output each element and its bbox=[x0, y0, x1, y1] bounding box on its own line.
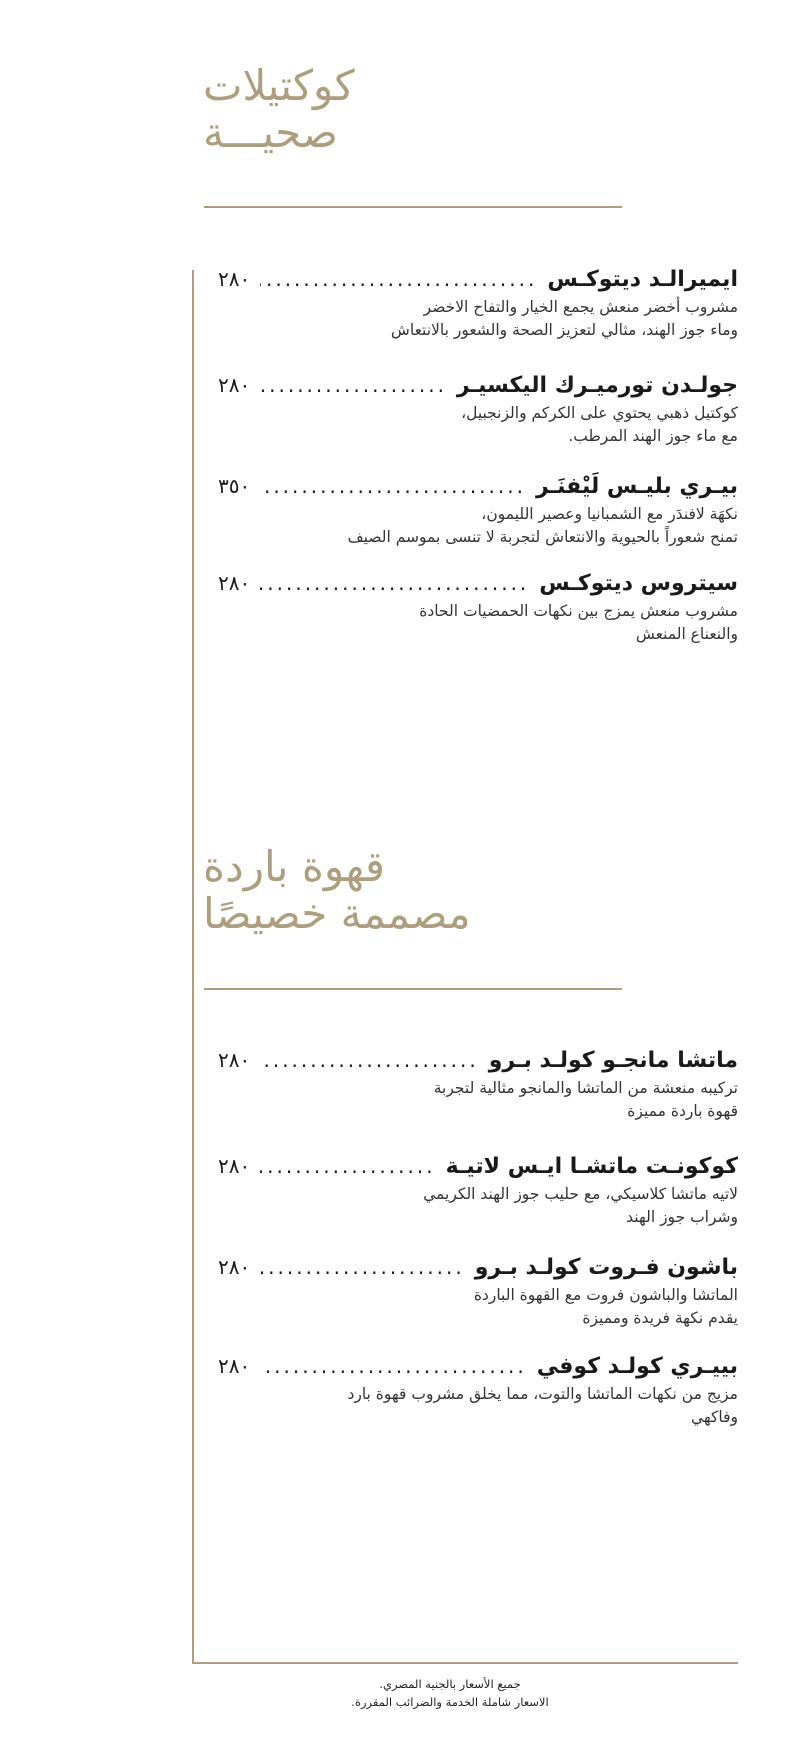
menu-item-description: الماتشا والباشون فروت مع القهوة الباردة يقدم نكهة فريدة ومميزة bbox=[473, 1286, 738, 1327]
menu-item-name: بييـري كولـد كوفي bbox=[536, 1354, 738, 1379]
menu-item-description: تركيبه منعشة من الماتشا والمانجو مثالية لتجربة قهوة باردة مميزة bbox=[433, 1079, 738, 1120]
menu-item bbox=[218, 471, 738, 549]
footer-note: جميع الأسعار بالجنيه المصري. الاسعار شاملة الخدمة والضرائب المقررة. bbox=[351, 1677, 549, 1709]
menu-item-name: كوكونـت ماتشـا ايـس لاتيـة bbox=[445, 1154, 738, 1179]
menu-item-header bbox=[218, 1252, 738, 1282]
dot-leader bbox=[260, 1154, 435, 1178]
menu-item-name: ايميرالـد ديتوكـس bbox=[547, 267, 738, 292]
menu-item-price: ٢٨٠ bbox=[218, 571, 251, 595]
section-title-underline bbox=[204, 206, 622, 208]
menu-item-price: ٢٨٠ bbox=[218, 1048, 251, 1072]
menu-item-price: ٢٨٠ bbox=[218, 373, 251, 397]
menu-item-description: نكهَة لافندَر مع الشمبانيا وعصير الليمون، تمنح شعوراً بالحيوية والانتعاش لتجربة لا تنسى بموسم الصيف bbox=[347, 505, 738, 546]
menu-item bbox=[218, 264, 738, 342]
menu-item-header bbox=[218, 1351, 738, 1381]
menu-item bbox=[218, 370, 738, 448]
menu-item-name: بيـري بليـس لَيْفنَـر bbox=[535, 474, 738, 499]
dot-leader bbox=[260, 1255, 464, 1279]
menu-item-price: ٢٨٠ bbox=[218, 1354, 251, 1378]
menu-item-description: كوكتيل ذهبي يحتوي على الكركم والزنجبيل، مع ماء جوز الهند المرطب. bbox=[461, 404, 738, 445]
section-title-underline bbox=[204, 988, 622, 990]
section-title-iced-coffee: قهوة باردة مصممة خصيصًا bbox=[203, 842, 471, 938]
menu-item-name: باشون فـروت كولـد بـرو bbox=[474, 1255, 738, 1280]
section-title-healthy-cocktails: كوكتيلات صحيـــة bbox=[203, 61, 355, 157]
menu-item-header bbox=[218, 1151, 738, 1181]
menu-item-name: ماتشا مانجـو كولـد بـرو bbox=[488, 1048, 738, 1073]
dot-leader bbox=[260, 1048, 478, 1072]
menu-item-price: ٢٨٠ bbox=[218, 1154, 251, 1178]
menu-item-header bbox=[218, 1045, 738, 1075]
dot-leader bbox=[260, 373, 447, 397]
menu-item bbox=[218, 1351, 738, 1429]
bottom-horizontal-rule bbox=[192, 1662, 738, 1664]
menu-item-header bbox=[218, 568, 738, 598]
menu-item bbox=[218, 568, 738, 646]
menu-item-description: مزيج من نكهات الماتشا والتوت، مما يخلق مشروب قهوة بارد وفاكهي bbox=[347, 1385, 738, 1426]
menu-item-description: لاتيه ماتشا كلاسيكي، مع حليب جوز الهند الكريمي وشراب جوز الهند bbox=[423, 1185, 738, 1226]
menu-item-description: مشروب أخضر منعش يجمع الخيار والتفاح الاخضر وماء جوز الهند، مثالي لتعزيز الصحة والشعور بالانتعاش bbox=[390, 298, 738, 339]
menu-item-name: سيتروس ديتوكـس bbox=[539, 571, 738, 596]
menu-item-price: ٢٨٠ bbox=[218, 1255, 251, 1279]
dot-leader bbox=[260, 1354, 527, 1378]
dot-leader bbox=[260, 267, 537, 291]
menu-item bbox=[218, 1252, 738, 1330]
menu-item-description: مشروب منعش يمزج بين نكهات الحمضيات الحادة والنعناع المنعش bbox=[419, 602, 738, 643]
menu-item bbox=[218, 1045, 738, 1123]
menu-item-header bbox=[218, 370, 738, 400]
menu-item-price: ٣٥٠ bbox=[218, 474, 251, 498]
dot-leader bbox=[260, 474, 526, 498]
left-vertical-rule bbox=[192, 270, 194, 1664]
menu-item-name: جولـدن تورميـرك اليكسيـر bbox=[456, 373, 738, 398]
menu-item-header bbox=[218, 471, 738, 501]
menu-item bbox=[218, 1151, 738, 1229]
dot-leader bbox=[260, 571, 529, 595]
menu-item-header bbox=[218, 264, 738, 294]
menu-item-price: ٢٨٠ bbox=[218, 267, 251, 291]
